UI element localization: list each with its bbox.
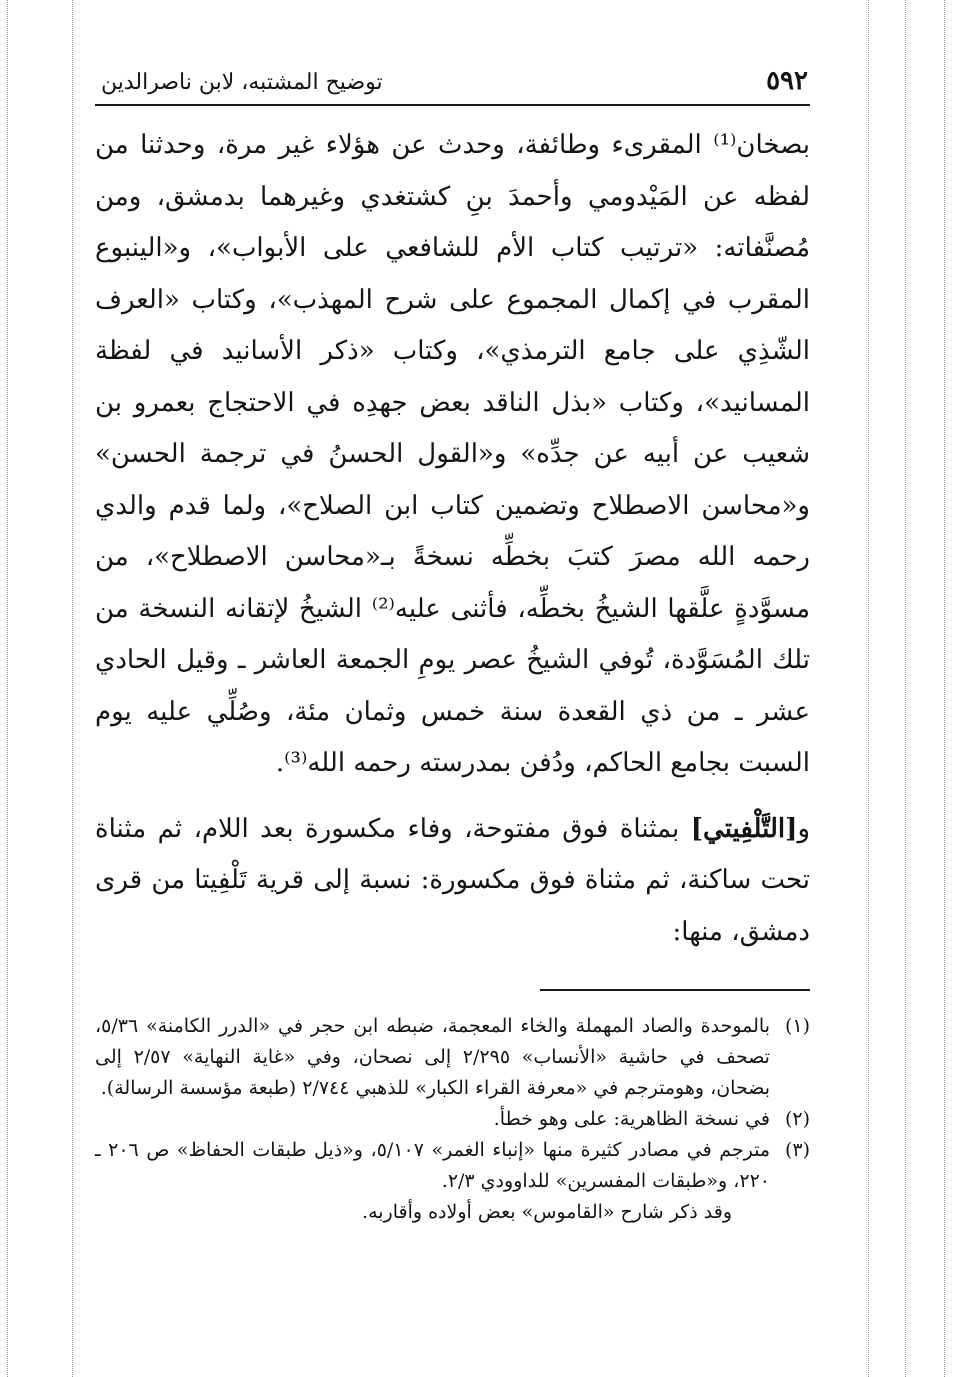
footnote-number: (٢) bbox=[784, 1108, 810, 1130]
paragraph bbox=[95, 804, 810, 959]
footnote-number: (٣) bbox=[784, 1139, 810, 1161]
scan-edge-dots bbox=[7, 0, 8, 1377]
page-header bbox=[95, 58, 810, 106]
page-number: ٥٩٢ bbox=[766, 66, 808, 96]
footnote-separator bbox=[540, 989, 810, 991]
main-text bbox=[95, 120, 810, 958]
footnote-text: بالموحدة والصاد المهملة والخاء المعجمة، ضبطه ابن حجر في «الدرر الكامنة» ٥/٣٦، تصحف في حاشية «الأنساب» ٢/٢٩٥ إلى نصحان، وفي «غاية النهاية» ٢/٥٧ إلى بضحان، وهومترجم في «معرفة القراء الكبار» للذهبي ٢/٧٤٤ (طبعة مؤسسة الرسالة). bbox=[95, 1015, 770, 1099]
entry-heading: [التَّلْفِيتي] bbox=[690, 813, 798, 844]
paragraph-text: بمثناة فوق مفتوحة، وفاء مكسورة بعد اللام، ثم مثناة تحت ساكنة، ثم مثناة فوق مكسورة: نسبة إلى قرية تَلْفِيتا من قرى دمشق، منها: bbox=[95, 813, 810, 947]
scan-edge-dots bbox=[944, 0, 945, 1377]
book-page bbox=[95, 58, 810, 1228]
footnote-text: مترجم في مصادر كثيرة منها «إنباء الغمر» ٥/١٠٧، و«ذيل طبقات الحفاظ» ص ٢٠٦ ـ ٢٢٠، و«طبقات المفسرين» للداوودي ٢/٣. bbox=[95, 1139, 771, 1192]
paragraph: بصخان⁽¹⁾ المقرىء وطائفة، وحدث عن هؤلاء غير مرة، وحدثنا من لفظه عن المَيْدومي وأحمدَ بنِ كشتغدي وغيرهما بدمشق، ومن مُصنَّفاته: «ترتيب كتاب الأم للشافعي على الأبواب»، و«الينبوع المقرب في إكمال المجموع على شرح المهذب»، وكتاب «العرف الشّذِي على جامع الترمذي»، وكتاب «ذكر الأسانيد في لفظة المسانيد»، وكتاب «بذل الناقد بعض جهدِه في الاحتجاج بعمرو بن شعيب عن أبيه عن جدِّه» و«القول الحسنُ في ترجمة الحسن» و«محاسن الاصطلاح وتضمين كتاب ابن الصلاح»، ولما قدم والدي رحمه الله مصرَ كتبَ بخطِّه نسخةً بـ«محاسن الاصطلاح»، من مسوَّدةٍ علَّقها الشيخُ بخطِّه، فأثنى عليه⁽²⁾ الشيخُ لإتقانه النسخة من تلك المُسَوَّدة، تُوفي الشيخُ عصر يومِ الجمعة العاشر ـ وقيل الحادي عشر ـ من ذي القعدة سنة خمس وثمان مئة، وصُلِّي عليه يوم السبت بجامع الحاكم، ودُفن بمدرسته رحمه الله⁽³⁾. bbox=[95, 130, 810, 778]
scan-edge-dots bbox=[72, 0, 73, 1377]
footnote bbox=[95, 1011, 810, 1104]
footnote-number: (١) bbox=[784, 1015, 810, 1037]
scan-edge-dots bbox=[868, 0, 869, 1377]
scan-edge-dots bbox=[905, 0, 906, 1377]
footnote-text: في نسخة الظاهرية: على وهو خطأ. bbox=[493, 1108, 770, 1130]
footnotes bbox=[95, 1011, 810, 1228]
paragraph-prefix: و bbox=[797, 813, 810, 844]
running-title: توضيح المشتبه، لابن ناصرالدين bbox=[101, 70, 383, 95]
footnote bbox=[95, 1135, 810, 1228]
footnote bbox=[95, 1104, 810, 1135]
footnote-extra: وقد ذكر شارح «القاموس» بعض أولاده وأقاربه. bbox=[362, 1201, 732, 1223]
